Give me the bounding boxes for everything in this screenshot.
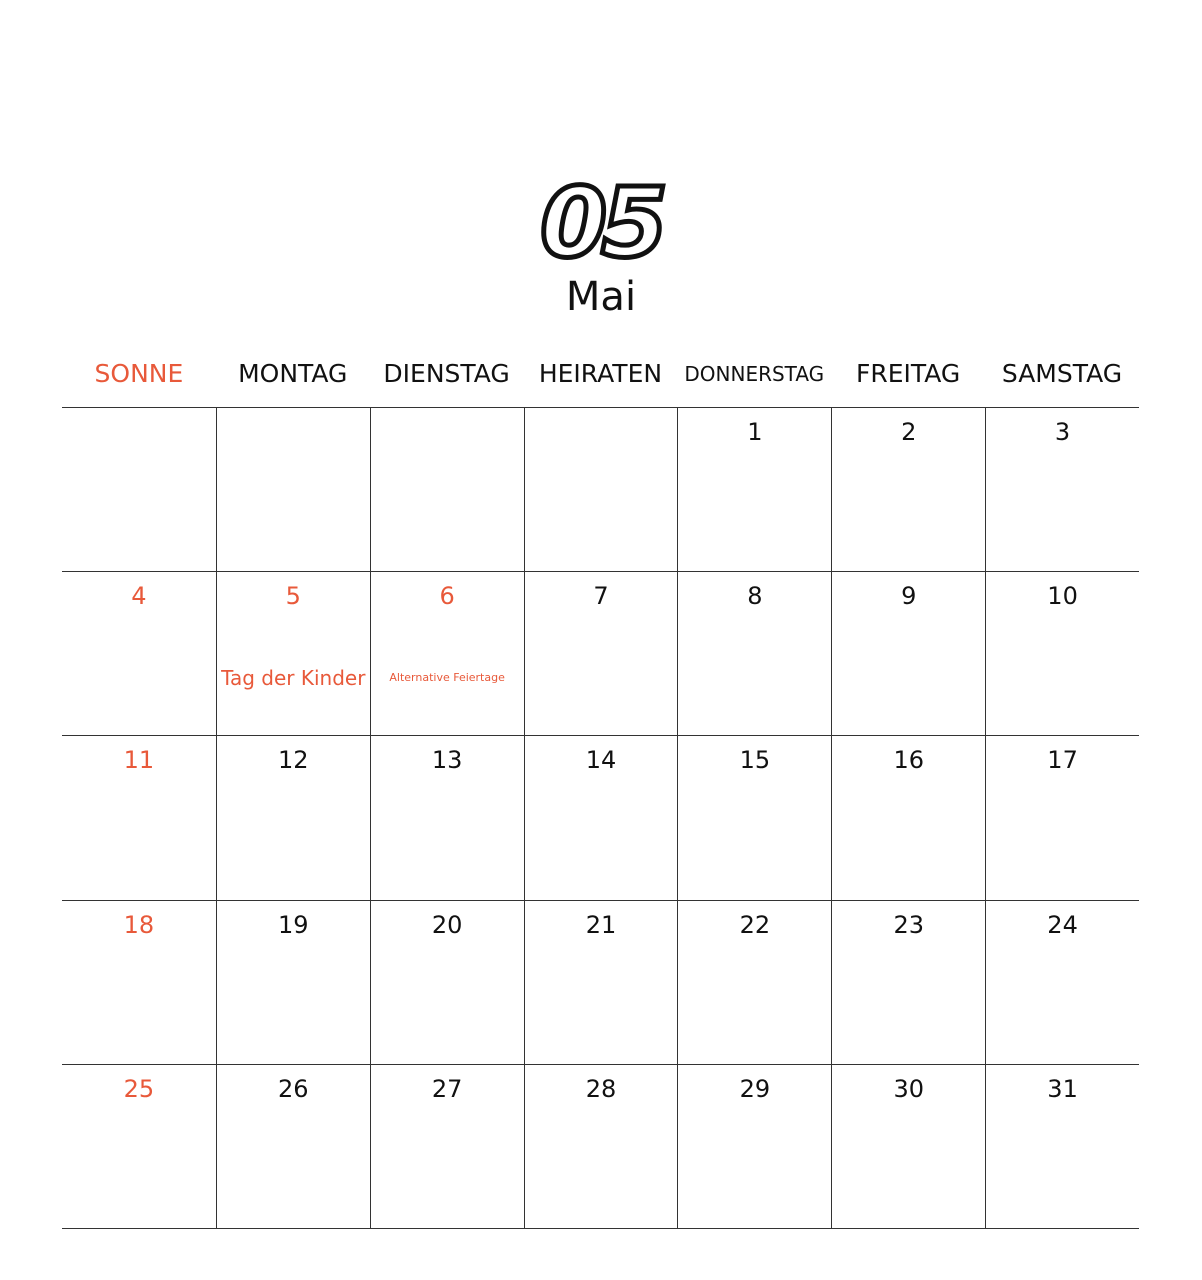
day-cell: [524, 736, 678, 900]
day-cell: [831, 1065, 985, 1229]
day-cell: [524, 572, 678, 736]
day-cell: [524, 408, 678, 572]
day-cell: [216, 408, 370, 572]
day-cell: [62, 736, 216, 900]
day-number: 11: [123, 746, 155, 775]
day-number: 8: [747, 582, 763, 611]
weekday-saturday: SAMSTAG: [1001, 359, 1123, 388]
month-name: Mai: [565, 274, 637, 320]
day-number: 21: [585, 910, 617, 939]
day-cell: [370, 736, 524, 900]
day-cell: [985, 408, 1139, 572]
day-cell-holiday: [370, 572, 524, 736]
day-number: 24: [1047, 910, 1078, 939]
weekday-wednesday: HEIRATEN: [538, 359, 663, 388]
day-number: 22: [739, 910, 771, 939]
day-cell: [62, 901, 216, 1065]
day-cell: [985, 901, 1139, 1065]
day-cell: [524, 1065, 678, 1229]
day-cell: [677, 408, 831, 572]
day-cell: [62, 1065, 216, 1229]
day-cell: [985, 572, 1139, 736]
weekday-monday: MONTAG: [238, 359, 348, 388]
day-number: 30: [893, 1074, 924, 1103]
day-number: 28: [585, 1074, 617, 1103]
day-number: 27: [431, 1074, 463, 1103]
day-number: 6: [439, 582, 455, 611]
day-number: 14: [585, 746, 617, 775]
day-number: 1: [747, 418, 763, 446]
day-cell: [370, 1065, 524, 1229]
day-cell: [216, 901, 370, 1065]
calendar-grid: [62, 407, 1139, 1229]
weekday-friday: FREITAG: [855, 359, 961, 388]
day-number: 10: [1047, 582, 1078, 611]
day-cell: [985, 1065, 1139, 1229]
day-number: 25: [123, 1074, 155, 1103]
day-number: 7: [593, 582, 609, 611]
day-cell-holiday: [216, 572, 370, 736]
weekday-sunday: SONNE: [94, 359, 184, 388]
day-cell: [216, 736, 370, 900]
day-cell: [677, 572, 831, 736]
day-cell: [831, 736, 985, 900]
day-cell: [216, 1065, 370, 1229]
day-cell: [831, 408, 985, 572]
holiday-label: Tag der Kinder: [221, 666, 366, 691]
day-cell: [677, 901, 831, 1065]
day-number: 12: [278, 746, 309, 775]
day-number: 16: [893, 746, 924, 775]
month-number: 05: [540, 167, 662, 279]
day-number: 5: [285, 582, 301, 611]
day-number: 4: [131, 582, 147, 611]
day-number: 29: [739, 1074, 771, 1103]
day-number: 2: [901, 418, 917, 446]
day-number: 17: [1047, 746, 1078, 775]
day-number: 31: [1047, 1074, 1078, 1103]
day-number: 9: [901, 582, 917, 611]
day-cell: [985, 736, 1139, 900]
day-number: 20: [431, 910, 463, 939]
day-number: 23: [893, 910, 924, 939]
day-cell: [677, 736, 831, 900]
day-number: 3: [1054, 418, 1071, 446]
day-cell: [677, 1065, 831, 1229]
day-number: 18: [123, 910, 155, 939]
day-cell: [831, 572, 985, 736]
day-cell: [370, 901, 524, 1065]
day-number: 26: [278, 1074, 309, 1103]
day-number: 13: [431, 746, 463, 775]
holiday-label: Alternative Feiertage: [389, 671, 505, 685]
day-number: 19: [278, 910, 309, 939]
day-cell: [62, 572, 216, 736]
day-cell: [524, 901, 678, 1065]
day-cell: [62, 408, 216, 572]
weekday-thursday: DONNERSTAG: [684, 362, 825, 386]
weekday-header-row: [62, 352, 1139, 396]
day-cell: [831, 901, 985, 1065]
weekday-tuesday: DIENSTAG: [383, 359, 510, 388]
day-cell: [370, 408, 524, 572]
day-number: 15: [739, 746, 771, 775]
